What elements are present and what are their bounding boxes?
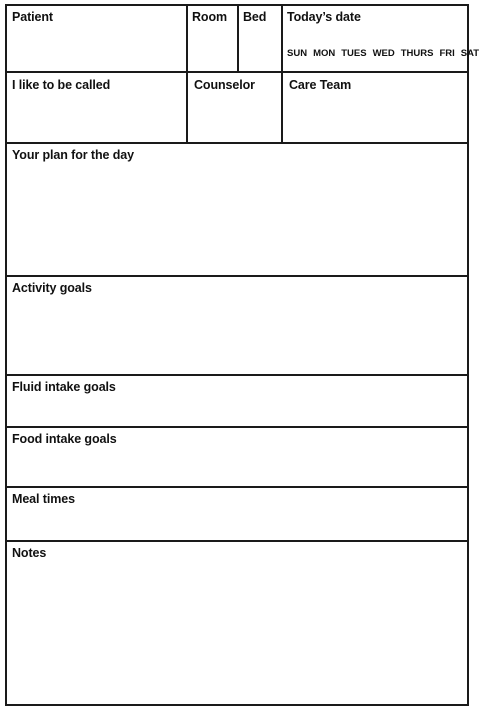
food-label: Food intake goals bbox=[12, 432, 117, 446]
patient-whiteboard bbox=[5, 4, 479, 706]
date-cell[interactable] bbox=[282, 6, 479, 72]
fluid-section[interactable] bbox=[7, 376, 467, 426]
patient-cell[interactable] bbox=[7, 6, 187, 72]
date-label: Today’s date bbox=[287, 10, 361, 24]
counselor-label: Counselor bbox=[194, 78, 255, 92]
divider-plan bbox=[7, 275, 467, 277]
plan-section[interactable] bbox=[7, 144, 467, 275]
activity-label: Activity goals bbox=[12, 281, 92, 295]
notes-label: Notes bbox=[12, 546, 47, 560]
day-tues[interactable]: TUES bbox=[341, 48, 367, 59]
preferred-name-label: I like to be called bbox=[12, 78, 111, 92]
plan-label: Your plan for the day bbox=[12, 148, 134, 162]
room-label: Room bbox=[192, 10, 228, 24]
activity-section[interactable] bbox=[7, 277, 467, 374]
divider-activity bbox=[7, 374, 467, 376]
divider-bed-date bbox=[281, 6, 283, 142]
meal-section[interactable] bbox=[7, 488, 467, 540]
divider-meal bbox=[7, 540, 467, 542]
bed-cell[interactable] bbox=[238, 6, 282, 72]
divider-row2 bbox=[7, 142, 467, 144]
divider-fluid bbox=[7, 426, 467, 428]
bed-label: Bed bbox=[243, 10, 267, 24]
divider-food bbox=[7, 486, 467, 488]
preferred-name-cell[interactable] bbox=[7, 74, 187, 142]
patient-label: Patient bbox=[12, 10, 53, 24]
day-wed[interactable]: WED bbox=[372, 48, 395, 59]
meal-label: Meal times bbox=[12, 492, 75, 506]
food-section[interactable] bbox=[7, 428, 467, 486]
divider-row1 bbox=[7, 71, 467, 73]
notes-section[interactable] bbox=[7, 542, 467, 704]
care-team-cell[interactable] bbox=[284, 74, 467, 142]
room-cell[interactable] bbox=[187, 6, 238, 72]
fluid-label: Fluid intake goals bbox=[12, 380, 116, 394]
day-fri[interactable]: FRI bbox=[439, 48, 455, 59]
care-team-label: Care Team bbox=[289, 78, 352, 92]
counselor-cell[interactable] bbox=[189, 74, 282, 142]
day-sun[interactable]: SUN bbox=[287, 48, 308, 59]
day-sat[interactable]: SAT bbox=[460, 48, 479, 59]
divider-room-bed bbox=[237, 6, 239, 72]
divider-patient-room bbox=[186, 6, 188, 142]
day-mon[interactable]: MON bbox=[313, 48, 336, 59]
day-of-week-options bbox=[287, 48, 479, 59]
day-thurs[interactable]: THURS bbox=[400, 48, 434, 59]
